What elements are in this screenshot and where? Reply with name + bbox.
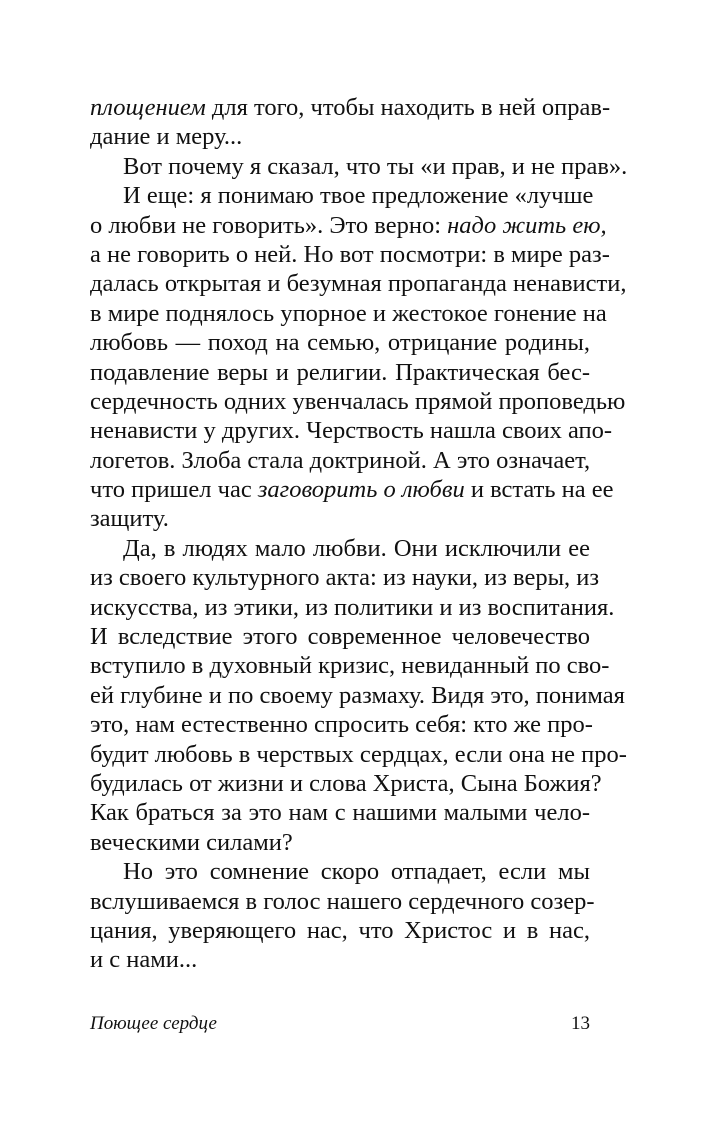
text-line bbox=[90, 622, 590, 651]
text-segment: в мире поднялось упорное и жестокое гонение на bbox=[90, 299, 607, 327]
text-segment: логетов. Злоба стала доктриной. А это означает, bbox=[90, 446, 591, 474]
text-segment: о любви не говорить». Это верно: bbox=[90, 211, 448, 239]
text-line bbox=[90, 681, 625, 710]
text-line bbox=[90, 387, 626, 416]
text-segment: веческими силами? bbox=[90, 828, 293, 856]
text-line bbox=[90, 211, 607, 240]
text-line bbox=[90, 534, 590, 563]
running-footer bbox=[90, 1012, 590, 1036]
text-segment: для того, чтобы находить в ней оправ- bbox=[205, 94, 611, 121]
text-line bbox=[90, 93, 611, 122]
text-segment: из своего культурного акта: из науки, из веры, из bbox=[90, 564, 600, 592]
text-line bbox=[90, 299, 607, 328]
text-line bbox=[90, 475, 614, 504]
page-body bbox=[90, 93, 628, 975]
text-segment: это, нам естественно спросить себя: кто же про- bbox=[90, 711, 593, 739]
text-segment: и с нами... bbox=[90, 946, 198, 974]
text-line bbox=[90, 651, 610, 680]
text-segment: любовь — поход на семью, отрицание родины, bbox=[90, 329, 590, 357]
text-segment: И еще: я понимаю твое предложение «лучше bbox=[123, 182, 594, 210]
text-segment: будилась от жизни и слова Христа, Сына Божия? bbox=[90, 769, 602, 797]
text-line bbox=[90, 563, 600, 592]
text-line bbox=[90, 122, 590, 151]
text-segment: Да, в людях мало любви. Они исключили ее bbox=[123, 534, 590, 562]
text-line bbox=[90, 416, 613, 445]
running-title: Поющее сердце bbox=[90, 1013, 217, 1034]
text-segment: Но это сомнение скоро отпадает, если мы bbox=[123, 858, 590, 886]
text-segment: Вот почему я сказал, что ты «и прав, и не прав». bbox=[123, 152, 628, 180]
text-segment: ненависти у других. Черствость нашла своих апо- bbox=[90, 417, 613, 445]
text-segment: сердечность одних увенчалась прямой проповедью bbox=[90, 387, 626, 415]
italic-text-segment: площением bbox=[90, 94, 206, 121]
text-line bbox=[90, 945, 590, 974]
text-segment: что пришел час bbox=[90, 476, 258, 504]
text-segment: И вследствие этого современное человечество bbox=[90, 623, 590, 651]
text-line bbox=[90, 710, 593, 739]
text-line bbox=[90, 798, 590, 827]
italic-text-segment: надо жить ею, bbox=[447, 211, 607, 239]
text-segment: будит любовь в черствых сердцах, если она не про- bbox=[90, 740, 627, 768]
text-segment: вступило в духовный кризис, невиданный по сво- bbox=[90, 652, 610, 680]
text-line bbox=[90, 769, 602, 798]
text-line bbox=[90, 504, 590, 533]
italic-text-segment: заговорить о любви bbox=[257, 476, 465, 504]
text-segment: защиту. bbox=[90, 505, 169, 533]
text-segment: и встать на ее bbox=[464, 476, 614, 504]
text-segment: цания, уверяющего нас, что Христос и в нас, bbox=[90, 916, 590, 944]
text-segment: Как браться за это нам с нашими малыми чело- bbox=[90, 799, 590, 827]
text-line bbox=[90, 358, 590, 387]
text-segment: дание и меру... bbox=[90, 123, 243, 151]
text-line bbox=[90, 240, 610, 269]
text-segment: ей глубине и по своему размаху. Видя это, понимая bbox=[90, 681, 625, 709]
text-line bbox=[90, 152, 628, 181]
text-line bbox=[90, 887, 595, 916]
text-line bbox=[90, 181, 594, 210]
text-line bbox=[90, 916, 590, 945]
text-segment: подавление веры и религии. Практическая бес- bbox=[90, 358, 590, 386]
text-segment: а не говорить о ней. Но вот посмотри: в мире раз- bbox=[90, 240, 610, 268]
text-line bbox=[90, 740, 627, 769]
text-line bbox=[90, 828, 590, 857]
text-line bbox=[90, 593, 615, 622]
page-number: 13 bbox=[571, 1013, 590, 1034]
text-segment: вслушиваемся в голос нашего сердечного созер- bbox=[90, 887, 595, 915]
text-line bbox=[90, 328, 590, 357]
text-line bbox=[90, 446, 590, 475]
text-line bbox=[90, 269, 627, 298]
text-segment: искусства, из этики, из политики и из воспитания. bbox=[90, 593, 615, 621]
text-segment: далась открытая и безумная пропаганда ненависти, bbox=[90, 270, 627, 298]
text-line bbox=[90, 857, 590, 886]
